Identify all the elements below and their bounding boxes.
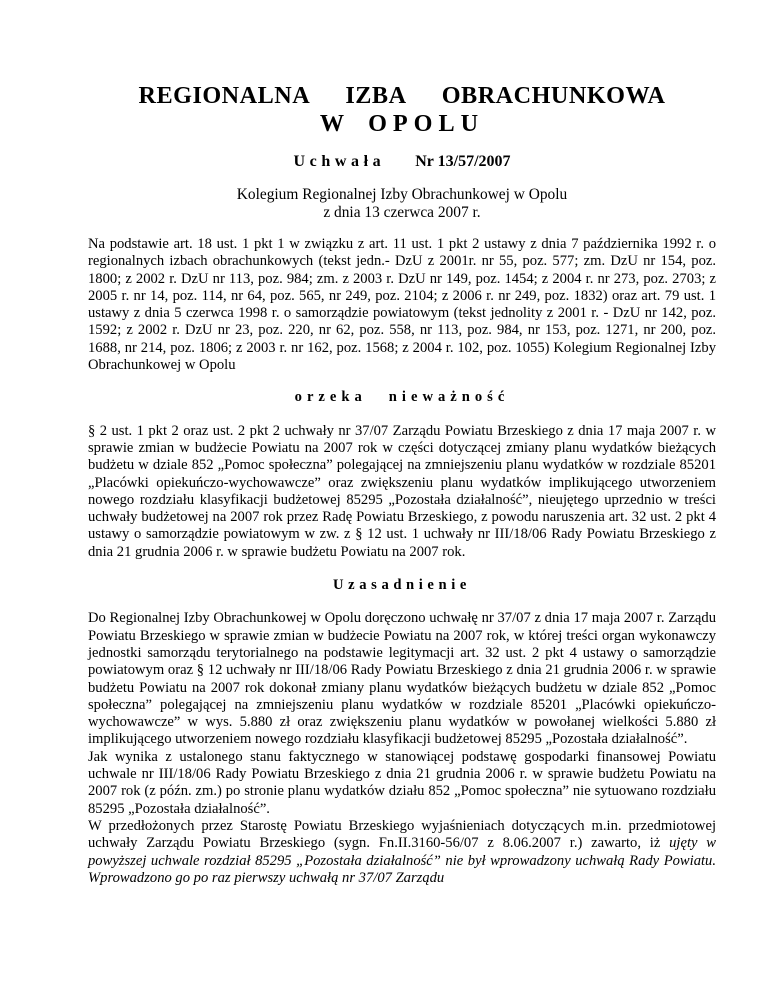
decision-heading [88,389,716,406]
title-line-1: REGIONALNA IZBA OBRACHUNKOWA [138,82,666,109]
document-page [88,82,716,887]
legal-basis-paragraph: Na podstawie art. 18 ust. 1 pkt 1 w związku z art. 11 ust. 1 pkt 2 ustawy z dnia 7 października 1992 r. o regionalnych izbach obrachunkowych (tekst jedn.- DzU z 2001r. nr 55, poz. 577; zm. DzU nr 154, poz. 1800; z 2002 r. DzU nr 113, poz. 984; zm. z 2003 r. DzU nr 149, poz. 1454; z 2004 r. nr 273, poz. 2703; z 2005 r. nr 14, poz. 114, nr 64, poz. 565, nr 249, poz. 2104; z 2006 r. nr 249, poz. 1832) oraz art. 79 ust. 1 ustawy z dnia 5 czerwca 1998 r. o samorządzie powiatowym (tekst jednolity z 2001 r. - DzU nr 142, poz. 1592; z 2002 r. DzU nr 23, poz. 220, nr 62, poz. 558, nr 113, poz. 984, nr 153, poz. 1271, nr 200, poz. 1688, nr 214, poz. 1806; z 2003 r. nr 162, poz. 1568; z 2004 r. 102, poz. 1055) Kolegium Regionalnej Izby Obrachunkowej w Opolu [88,236,716,374]
justification-heading: Uzasadnienie [333,577,471,594]
collegium-name: Kolegium Regionalnej Izby Obrachunkowej w Opolu [236,186,568,203]
institution-title [88,82,716,138]
resolution-number: Nr 13/57/2007 [415,153,511,170]
justification-paragraph-2: Jak wynika z ustalonego stanu faktycznego w stanowiącej podstawę gospodarki finansowej Powiatu uchwale nr III/18/06 Rady Powiatu Brzeskiego z dnia 21 grudnia 2006 r. w sprawie budżetu Powiatu na 2007 rok (z późn. zm.) po stronie planu wydatków działu 852 „Pomoc społeczna” nie sytuowano rozdziału 85295 „Pozostała działalność”. [88,748,716,817]
title-city: OPOLU [368,110,485,137]
resolution-heading [88,152,716,172]
title-w: W [319,110,345,137]
collegium-block [88,186,716,221]
resolution-word: Uchwała [293,153,386,170]
justification-paragraph-3-text: W przedłożonych przez Starostę Powiatu Brzeskiego wyjaśnieniach dotyczących m.in. przedmiotowej uchwały Zarządu Powiatu Brzeskiego (sygn. Fn.II.3160-56/07 z 8.06.2007 r.) zawarto, iż [88,817,716,852]
justification-paragraph-3-quote: ujęty w powyższej uchwale rozdział 85295 „Pozostała działalność” nie był wprowadzony uchwałą Rady Powiatu. Wprowadzono go po raz pierwszy uchwałą nr 37/07 Zarządu [88,835,717,886]
title-line-2 [88,110,716,138]
justification-paragraph-3 [88,818,716,887]
justification-paragraph-1: Do Regionalnej Izby Obrachunkowej w Opolu doręczono uchwałę nr 37/07 z dnia 17 maja 2007 r. Zarządu Powiatu Brzeskiego w sprawie zmian w budżecie Powiatu na 2007 rok, w której treści organ wykonawczy jednostki samorządu terytorialnego na podstawie legitymacji art. 32 ust. 2 pkt 4 ustawy o samorządzie powiatowym oraz § 12 uchwały nr III/18/06 Rady Powiatu Brzeskiego z dnia 21 grudnia 2006 r. w sprawie budżetu Powiatu na 2007 rok dokonał zmiany planu wydatków bieżących budżetu w dziale 852 „Pomoc społeczna” polegającej na zmniejszeniu planu wydatków w rozdziale 85201 „Placówki opiekuńczo-wychowawcze” w wys. 5.880 zł oraz zwiększeniu planu wydatków w powołanej wielkości 5.880 zł implikującego utworzeniem nowego rozdziału klasyfikacji budżetowej 85295 „Pozostała działalność”. [88,610,716,748]
decision-word-1: orzeka [294,389,367,406]
decision-word-2: nieważność [388,389,510,406]
resolution-date: z dnia 13 czerwca 2007 r. [323,203,481,221]
decision-paragraph: § 2 ust. 1 pkt 2 oraz ust. 2 pkt 2 uchwały nr 37/07 Zarządu Powiatu Brzeskiego z dnia 17 maja 2007 r. w sprawie zmian w budżecie Powiatu na 2007 rok w części dotyczącej zmiany planu wydatków bieżących budżetu w dziale 852 „Pomoc społeczna” polegającej na zmniejszeniu planu wydatków w rozdziale 85201 „Placówki opiekuńczo-wychowawcze” oraz zwiększeniu planu wydatków implikującego utworzeniem nowego rozdziału klasyfikacji budżetowej 85295 „Pozostała działalność”, nieujętego uprzednio w treści uchwały budżetowej na 2007 rok przez Radę Powiatu Brzeskiego, z powodu naruszenia art. 32 ust. 2 pkt 4 ustawy o samorządzie powiatowym w zw. z § 12 ust. 1 uchwały nr III/18/06 Rady Powiatu Brzeskiego z dnia 21 grudnia 2006 r. w sprawie budżetu Powiatu na 2007 rok. [88,422,716,560]
